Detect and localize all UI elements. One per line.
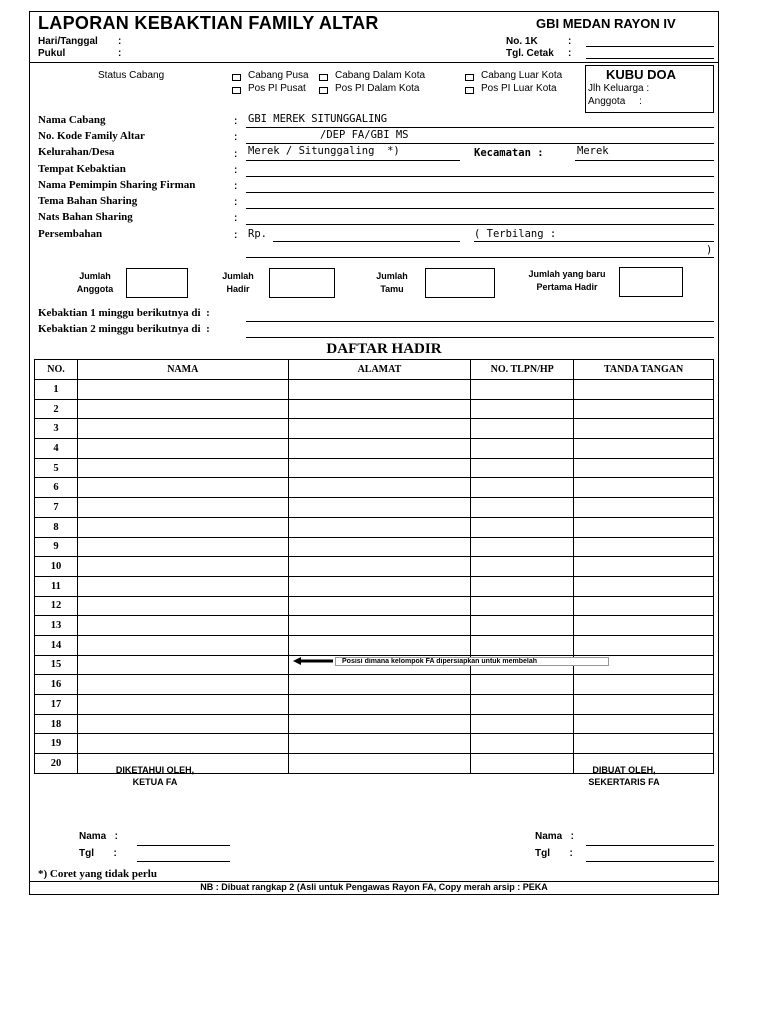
hari-tanggal-label: Hari/Tanggal <box>38 36 98 47</box>
label-week2: Kebaktian 2 minggu berikutnya di : <box>38 323 210 335</box>
row-number: 3 <box>35 419 78 439</box>
value-kelurahan: Merek / Situnggaling *) <box>248 145 400 157</box>
col-tlpn: NO. TLPN/HP <box>471 360 574 380</box>
col-nama: NAMA <box>77 360 288 380</box>
input-jumlah-tamu[interactable] <box>425 268 495 298</box>
sign-left-tgl-line[interactable] <box>137 861 230 862</box>
cell-alamat[interactable] <box>288 734 471 754</box>
cell-tlpn[interactable] <box>471 419 574 439</box>
col-tanda-tangan: TANDA TANGAN <box>574 360 714 380</box>
table-row <box>35 399 714 419</box>
cell-alamat[interactable] <box>288 635 471 655</box>
cell-alamat[interactable] <box>288 419 471 439</box>
header-divider <box>29 62 719 63</box>
tgl-cetak-label: Tgl. Cetak <box>506 48 554 59</box>
cell-nama[interactable] <box>77 458 288 478</box>
field-line-kode[interactable] <box>246 143 714 144</box>
cell-alamat[interactable] <box>288 399 471 419</box>
cell-alamat[interactable] <box>288 517 471 537</box>
field-line-tempat[interactable] <box>246 176 714 177</box>
field-line-kecamatan[interactable] <box>575 160 714 161</box>
no-label: No. 1K <box>506 36 538 47</box>
cell-alamat[interactable] <box>288 557 471 577</box>
field-line-kelurahan[interactable] <box>246 160 460 161</box>
row-number: 20 <box>35 754 78 774</box>
cell-tlpn[interactable] <box>471 517 574 537</box>
input-jumlah-anggota[interactable] <box>126 268 188 298</box>
cell-tlpn[interactable] <box>471 675 574 695</box>
row-number: 19 <box>35 734 78 754</box>
cell-alamat[interactable] <box>288 439 471 459</box>
row-number: 7 <box>35 498 78 518</box>
row-number: 13 <box>35 616 78 636</box>
cell-alamat[interactable] <box>288 754 471 774</box>
cell-nama[interactable] <box>77 498 288 518</box>
cell-alamat[interactable] <box>288 675 471 695</box>
table-row <box>35 616 714 636</box>
cell-nama[interactable] <box>77 596 288 616</box>
cell-tlpn[interactable] <box>471 439 574 459</box>
label-jumlah-tamu: Jumlah Tamu <box>376 271 408 294</box>
cell-nama[interactable] <box>77 655 288 675</box>
table-row <box>35 576 714 596</box>
cell-alamat[interactable] <box>288 576 471 596</box>
cell-nama[interactable] <box>77 557 288 577</box>
label-kelurahan: Kelurahan/Desa <box>38 146 115 158</box>
cell-nama[interactable] <box>77 517 288 537</box>
cell-alamat[interactable] <box>288 380 471 400</box>
cell-tlpn[interactable] <box>471 498 574 518</box>
sign-right-tgl-label: Tgl : <box>535 848 573 859</box>
table-row <box>35 498 714 518</box>
sign-right-title: DIBUAT OLEH, SEKERTARIS FA <box>588 765 660 787</box>
cell-tanda-tangan[interactable] <box>574 439 714 459</box>
cell-alamat[interactable] <box>288 596 471 616</box>
cell-nama[interactable] <box>77 635 288 655</box>
row-number: 10 <box>35 557 78 577</box>
cell-tlpn[interactable] <box>471 596 574 616</box>
table-row <box>35 458 714 478</box>
table-row <box>35 439 714 459</box>
field-line-week2[interactable] <box>246 337 714 338</box>
arrow-left-icon <box>293 655 338 667</box>
cell-alamat[interactable] <box>288 714 471 734</box>
kubu-doa-anggota: Anggota : <box>588 96 642 107</box>
field-line-rp[interactable] <box>273 241 460 242</box>
col-alamat: ALAMAT <box>288 360 471 380</box>
cell-tlpn[interactable] <box>471 714 574 734</box>
field-line-terbilang[interactable] <box>474 241 714 242</box>
cell-alamat[interactable] <box>288 695 471 715</box>
label-jumlah-baru: Jumlah yang baru Pertama Hadir <box>528 269 606 292</box>
checkbox-cabang-pusa[interactable] <box>232 74 241 81</box>
label-jumlah-anggota: Jumlah Anggota <box>76 271 114 294</box>
cell-nama[interactable] <box>77 734 288 754</box>
cell-tanda-tangan[interactable] <box>574 596 714 616</box>
checkbox-cabang-dalam-kota[interactable] <box>319 74 328 81</box>
terbilang-label: ( Terbilang : <box>474 228 557 240</box>
sign-left-nama-label: Nama : <box>79 831 118 842</box>
table-header-row <box>35 360 714 380</box>
cell-tanda-tangan[interactable] <box>574 380 714 400</box>
checkbox-pos-pi-luar-kota[interactable] <box>465 87 474 94</box>
col-no: NO. <box>35 360 78 380</box>
label-tempat: Tempat Kebaktian <box>38 163 126 175</box>
label-week1: Kebaktian 1 minggu berikutnya di : <box>38 307 210 319</box>
daftar-hadir-title: DAFTAR HADIR <box>326 341 442 357</box>
label-nats: Nats Bahan Sharing <box>38 211 133 223</box>
footer-nb: NB : Dibuat rangkap 2 (Asli untuk Pengawas Rayon FA, Copy merah arsip : PEKA <box>200 882 548 892</box>
footer-note: *) Coret yang tidak perlu <box>38 868 157 880</box>
cell-tlpn[interactable] <box>471 478 574 498</box>
value-kecamatan: Merek <box>577 145 609 157</box>
cell-tanda-tangan[interactable] <box>574 478 714 498</box>
no-field-line[interactable] <box>586 46 714 47</box>
sign-left-nama-line[interactable] <box>137 845 230 846</box>
label-kode: No. Kode Family Altar <box>38 130 145 142</box>
kubu-doa-jlh-keluarga: Jlh Keluarga : <box>588 83 650 94</box>
cell-tanda-tangan[interactable] <box>574 557 714 577</box>
status-label: Status Cabang <box>98 70 165 81</box>
table-row <box>35 695 714 715</box>
sign-left-title: DIKETAHUI OLEH, KETUA FA <box>115 765 195 787</box>
value-nama-cabang: GBI MEREK SITUNGGALING <box>248 113 388 125</box>
cell-nama[interactable] <box>77 419 288 439</box>
row-number: 2 <box>35 399 78 419</box>
cell-alamat[interactable] <box>288 498 471 518</box>
row-number: 18 <box>35 714 78 734</box>
cell-tanda-tangan[interactable] <box>574 537 714 557</box>
value-kode: /DEP FA/GBI MS <box>320 129 409 141</box>
cell-tlpn[interactable] <box>471 635 574 655</box>
cell-tlpn[interactable] <box>471 734 574 754</box>
input-jumlah-baru[interactable] <box>619 267 683 297</box>
field-line-nama-cabang[interactable] <box>246 127 714 128</box>
org-name: GBI MEDAN RAYON IV <box>536 16 676 31</box>
field-line-nats[interactable] <box>246 224 714 225</box>
table-row <box>35 517 714 537</box>
sign-right-nama-line[interactable] <box>586 845 714 846</box>
cell-alamat[interactable] <box>288 458 471 478</box>
row-number: 16 <box>35 675 78 695</box>
table-row <box>35 557 714 577</box>
table-row <box>35 478 714 498</box>
cell-nama[interactable] <box>77 478 288 498</box>
checkbox-pos-pi-pusat[interactable] <box>232 87 241 94</box>
split-annotation: Posisi dimana kelompok FA dipersiapkan untuk membelah <box>335 657 609 666</box>
attendance-table <box>34 359 714 774</box>
kubu-doa-title: KUBU DOA <box>606 67 677 82</box>
cell-tanda-tangan[interactable] <box>574 498 714 518</box>
pukul-label: Pukul <box>38 48 66 59</box>
cell-tanda-tangan[interactable] <box>574 399 714 419</box>
cell-tlpn[interactable] <box>471 537 574 557</box>
cell-tlpn[interactable] <box>471 616 574 636</box>
cell-tanda-tangan[interactable] <box>574 517 714 537</box>
table-row <box>35 419 714 439</box>
row-number: 9 <box>35 537 78 557</box>
cell-nama[interactable] <box>77 380 288 400</box>
cell-nama[interactable] <box>77 576 288 596</box>
cell-tlpn[interactable] <box>471 458 574 478</box>
row-number: 1 <box>35 380 78 400</box>
table-row <box>35 734 714 754</box>
cell-tlpn[interactable] <box>471 754 574 774</box>
rp-label: Rp. <box>248 228 267 240</box>
label-pemimpin: Nama Pemimpin Sharing Firman <box>38 179 196 191</box>
label-jumlah-hadir: Jumlah Hadir <box>222 271 254 294</box>
cell-alamat[interactable] <box>288 616 471 636</box>
field-line-terbilang-2[interactable] <box>246 257 714 258</box>
cell-tlpn[interactable] <box>471 695 574 715</box>
form-title: LAPORAN KEBAKTIAN FAMILY ALTAR <box>38 13 379 33</box>
row-number: 17 <box>35 695 78 715</box>
cell-alamat[interactable] <box>288 478 471 498</box>
table-row <box>35 714 714 734</box>
cell-tlpn[interactable] <box>471 380 574 400</box>
tgl-cetak-field-line[interactable] <box>586 58 714 59</box>
cell-nama[interactable] <box>77 616 288 636</box>
cell-tanda-tangan[interactable] <box>574 616 714 636</box>
field-line-tema[interactable] <box>246 208 714 209</box>
input-jumlah-hadir[interactable] <box>269 268 335 298</box>
label-tema: Tema Bahan Sharing <box>38 195 138 207</box>
label-nama-cabang: Nama Cabang <box>38 114 106 126</box>
checkbox-cabang-luar-kota[interactable] <box>465 74 474 81</box>
table-row <box>35 635 714 655</box>
row-number: 12 <box>35 596 78 616</box>
sign-right-tgl-line[interactable] <box>586 861 714 862</box>
row-number: 5 <box>35 458 78 478</box>
cell-tanda-tangan[interactable] <box>574 714 714 734</box>
label-kecamatan: Kecamatan : <box>474 147 544 159</box>
cell-nama[interactable] <box>77 439 288 459</box>
table-row <box>35 596 714 616</box>
cell-alamat[interactable] <box>288 537 471 557</box>
cell-tlpn[interactable] <box>471 399 574 419</box>
cell-nama[interactable] <box>77 714 288 734</box>
row-number: 15 <box>35 655 78 675</box>
checkbox-pos-pi-dalam-kota[interactable] <box>319 87 328 94</box>
row-number: 8 <box>35 517 78 537</box>
cell-nama[interactable] <box>77 695 288 715</box>
table-row <box>35 537 714 557</box>
terbilang-close: ) <box>706 244 713 256</box>
cell-tanda-tangan[interactable] <box>574 576 714 596</box>
cell-tanda-tangan[interactable] <box>574 419 714 439</box>
row-number: 11 <box>35 576 78 596</box>
sign-right-nama-label: Nama : <box>535 831 574 842</box>
field-line-week1[interactable] <box>246 321 714 322</box>
label-persembahan: Persembahan <box>38 228 103 240</box>
cell-tanda-tangan[interactable] <box>574 458 714 478</box>
cell-nama[interactable] <box>77 537 288 557</box>
cell-tanda-tangan[interactable] <box>574 675 714 695</box>
cell-tlpn[interactable] <box>471 557 574 577</box>
table-row <box>35 675 714 695</box>
row-number: 4 <box>35 439 78 459</box>
sign-left-tgl-label: Tgl : <box>79 848 117 859</box>
cell-nama[interactable] <box>77 399 288 419</box>
row-number: 6 <box>35 478 78 498</box>
cell-tanda-tangan[interactable] <box>574 734 714 754</box>
field-line-pemimpin[interactable] <box>246 192 714 193</box>
cell-nama[interactable] <box>77 675 288 695</box>
cell-tanda-tangan[interactable] <box>574 635 714 655</box>
table-row <box>35 380 714 400</box>
cell-tlpn[interactable] <box>471 576 574 596</box>
row-number: 14 <box>35 635 78 655</box>
cell-tanda-tangan[interactable] <box>574 695 714 715</box>
